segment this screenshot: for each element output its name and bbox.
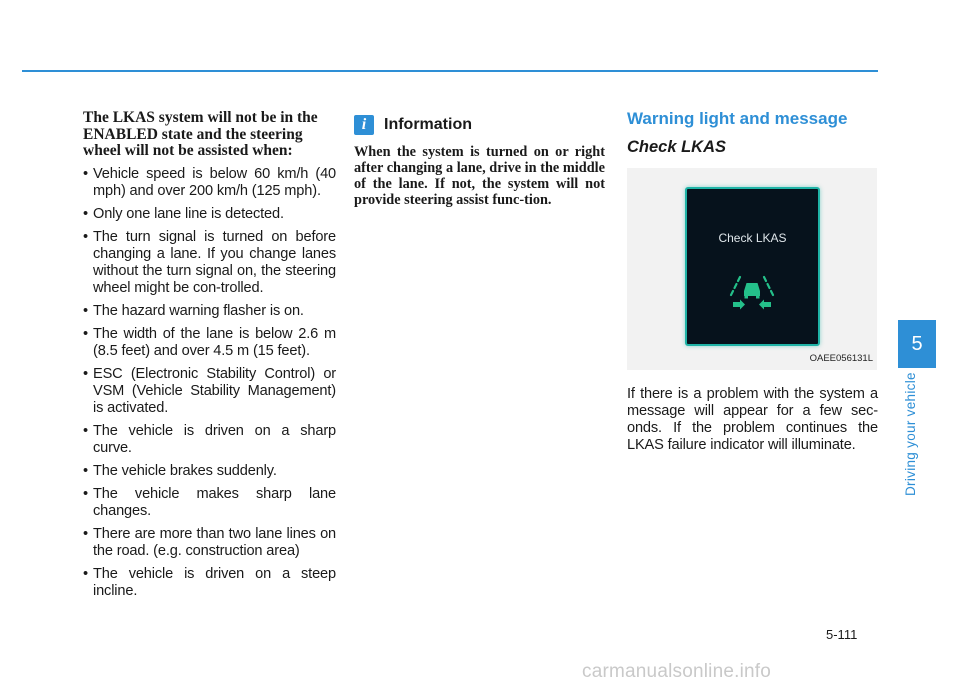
- page-number: 5-111: [826, 627, 858, 642]
- list-item: • Vehicle speed is below 60 km/h (40 mph) and over 200 km/h (125 mph).: [83, 166, 336, 200]
- list-item: • Only one lane line is detected.: [83, 206, 336, 223]
- watermark: carmanualsonline.info: [582, 661, 772, 682]
- list-item: • There are more than two lane lines on the road. (e.g. construction area): [83, 526, 336, 560]
- figure-code: OAEE056131L: [809, 353, 873, 364]
- warning-description: If there is a problem with the system a message will appear for a few sec-onds. If the problem continues the LKAS failure indicator will illuminate.: [627, 386, 878, 453]
- information-title: Information: [384, 116, 472, 133]
- chapter-number-tab: 5: [898, 320, 936, 368]
- information-header: [354, 114, 605, 136]
- list-item: • The vehicle is driven on a steep incline.: [83, 566, 336, 600]
- conditions-heading: The LKAS system will not be in the ENABLED state and the steering wheel will not be assisted when:: [83, 109, 318, 159]
- list-item: • The hazard warning flasher is on.: [83, 303, 336, 320]
- left-column: [83, 110, 336, 606]
- section-title: Warning light and message: [627, 109, 848, 128]
- display-message: Check LKAS: [718, 231, 787, 245]
- top-rule: [22, 70, 878, 72]
- check-lkas-figure: [627, 168, 877, 370]
- list-item: • The vehicle brakes suddenly.: [83, 463, 336, 480]
- cluster-display: [685, 187, 820, 346]
- list-item: • The vehicle makes sharp lane changes.: [83, 486, 336, 520]
- chapter-label: Driving your vehicle: [903, 372, 918, 496]
- information-body: When the system is turned on or right after changing a lane, drive in the middle of the lane. If not, the system will not provide steering assist func-tion.: [354, 144, 605, 208]
- conditions-list: [83, 166, 336, 600]
- info-icon: i: [354, 115, 374, 135]
- list-item: • ESC (Electronic Stability Control) or VSM (Vehicle Stability Management) is activated.: [83, 366, 336, 417]
- list-item: • The vehicle is driven on a sharp curve.: [83, 423, 336, 457]
- information-box: [354, 114, 605, 208]
- lkas-lane-assist-icon: [729, 275, 775, 313]
- subsection-title: Check LKAS: [627, 138, 727, 156]
- list-item: • The width of the lane is below 2.6 m (8.5 feet) and over 4.5 m (15 feet).: [83, 326, 336, 360]
- right-column: [627, 108, 878, 454]
- list-item: • The turn signal is turned on before changing a lane. If you change lanes without the turn signal on, the steering wheel might be con-trolled.: [83, 229, 336, 297]
